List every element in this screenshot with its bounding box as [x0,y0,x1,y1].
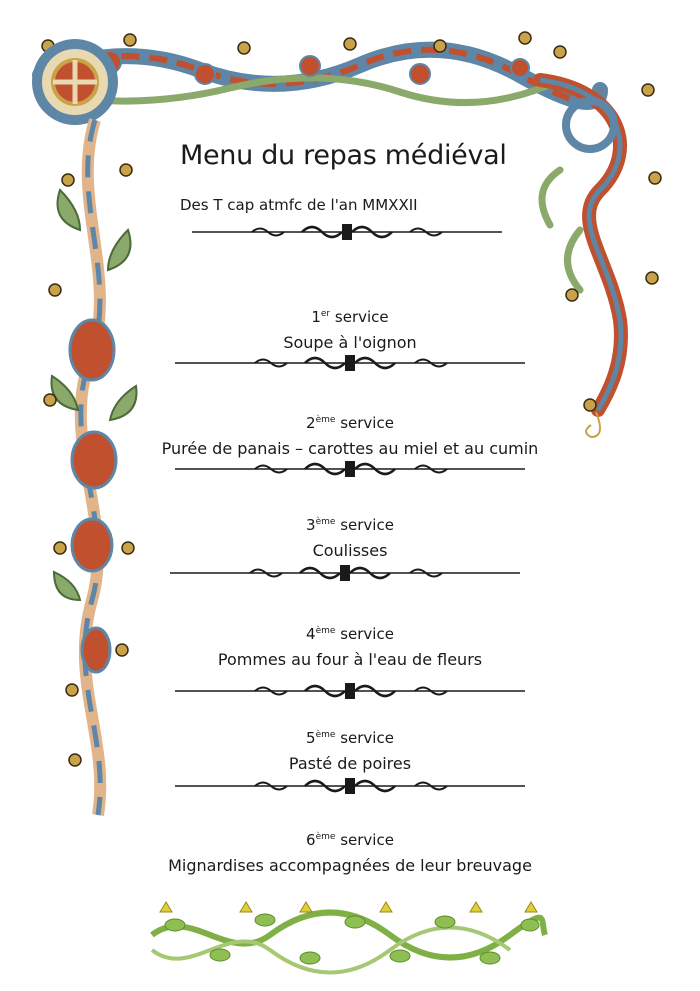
bottom-vine-border [152,902,545,973]
left-border-band [44,120,136,815]
course-dish: Purée de panais – carottes au miel et au cumin [161,439,539,458]
course-1 [160,304,540,354]
course-dish: Coulisses [312,541,388,560]
course-4 [160,621,540,671]
divider-4 [170,565,520,581]
course-heading: 3ème service [306,516,394,534]
top-border-band [40,32,600,103]
corner-medallion [37,44,113,120]
divider-1 [192,224,502,240]
divider-6 [175,778,525,794]
right-corner-swirl [540,46,661,437]
divider-5 [175,683,525,699]
menu-title: Menu du repas médiéval [180,140,507,171]
course-6 [160,827,540,877]
course-dish: Soupe à l'oignon [283,333,417,352]
divider-2 [175,355,525,371]
course-heading: 6ème service [306,831,394,849]
course-heading: 5ème service [306,729,394,747]
divider-3 [175,461,525,477]
course-2 [160,410,540,460]
course-3 [160,512,540,562]
course-heading: 1er service [311,308,389,326]
course-dish: Pommes au four à l'eau de fleurs [217,650,483,669]
course-heading: 2ème service [306,414,394,432]
course-dish: Pasté de poires [288,754,412,773]
course-heading: 4ème service [306,625,394,643]
menu-subtitle: Des T cap atmfc de l'an MMXXII [180,196,418,214]
course-dish: Mignardises accompagnées de leur breuvage [168,856,532,875]
course-5 [160,725,540,775]
